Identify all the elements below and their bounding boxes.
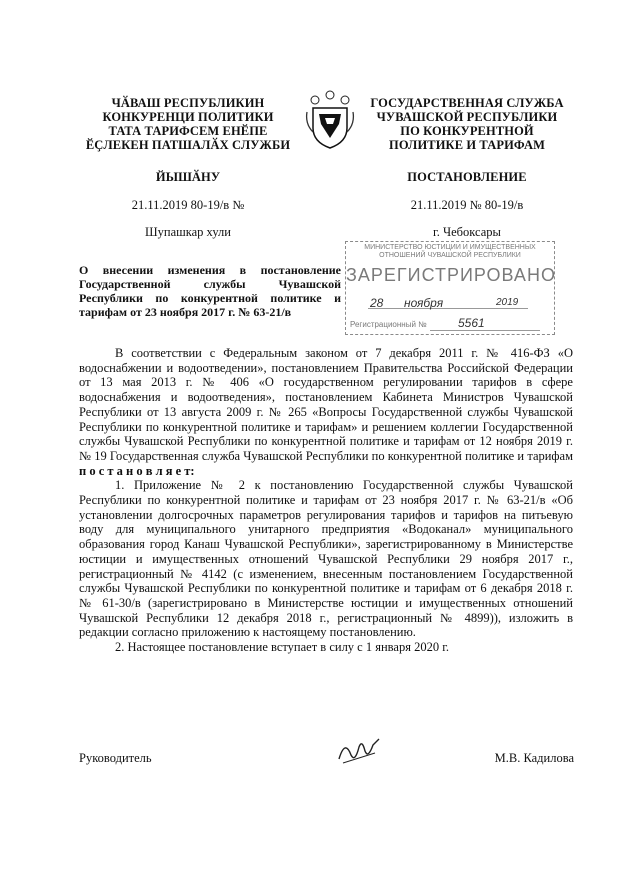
stamp-date-year: 2019 xyxy=(496,297,519,308)
header-left-line-1: ЧӐВАШ РЕСПУБЛИКИН xyxy=(111,96,265,110)
header-left-line-2: КОНКУРЕНЦИ ПОЛИТИКИ xyxy=(102,110,274,124)
stamp-registered: ЗАРЕГИСТРИРОВАНО xyxy=(346,265,556,285)
stamp-org: МИНИСТЕРСТВО ЮСТИЦИИ И ИМУЩЕСТВЕННЫХ ОТНОШЕНИЙ ЧУВАШСКОЙ РЕСПУБЛИКИ xyxy=(364,244,536,259)
stamp-reg-number: 5561 xyxy=(458,316,485,330)
signer-name: М.В. Кадилова xyxy=(494,751,574,765)
body-paragraph-1 xyxy=(79,346,573,478)
city-left: Шупашкар хули xyxy=(145,225,231,239)
document-title: О внесении изменения в постановление Государственной службы Чувашской Республики по конкурентной политике и тарифам от 23 ноября 2017 г. № 63-21/в xyxy=(79,263,341,319)
body-paragraph-3: 2. Настоящее постановление вступает в силу с 1 января 2020 г. xyxy=(115,640,450,655)
header-left-line-4: ӖҪЛЕКЕН ПАТШАЛӐХ СЛУЖБИ xyxy=(85,138,291,152)
doc-type-left: ЙЫШӐНУ xyxy=(155,170,221,184)
registration-stamp xyxy=(345,241,555,335)
stamp-date-day: 28 xyxy=(370,296,384,310)
header-right xyxy=(367,96,567,152)
stamp-reg-label: Регистрационный № xyxy=(350,320,427,329)
coat-of-arms-icon xyxy=(303,88,357,150)
signature-icon xyxy=(335,733,385,767)
header-right-line-3: ПО КОНКУРЕНТНОЙ xyxy=(400,124,534,138)
date-number-right: 21.11.2019 № 80-19/в xyxy=(410,198,524,212)
city-right: г. Чебоксары xyxy=(433,225,501,239)
signer-position: Руководитель xyxy=(79,751,152,765)
doc-type-right: ПОСТАНОВЛЕНИЕ xyxy=(407,170,527,184)
header-left xyxy=(83,96,293,152)
header-left-line-3: ТАТА ТАРИФСЕМ ЕНӖПЕ xyxy=(108,124,268,138)
date-number-left: 21.11.2019 80-19/в № xyxy=(131,198,245,212)
header-right-line-2: ЧУВАШСКОЙ РЕСПУБЛИКИ xyxy=(376,110,558,124)
header-right-line-1: ГОСУДАРСТВЕННАЯ СЛУЖБА xyxy=(370,96,564,110)
body-paragraph-1-decree: п о с т а н о в л я е т: xyxy=(79,463,195,478)
header-right-line-4: ПОЛИТИКЕ И ТАРИФАМ xyxy=(389,138,545,152)
body-paragraph-1-text: В соответствии с Федеральным законом от 7 декабря 2011 г. № 416-ФЗ «О водоснабжении и водоотведении», постановлением Правительства Российской Федерации от 13 мая 2013 г. № 406 «О государственном регулировании тарифов в сфере водоснабжения и водоотведения», постановлением Кабинета Министров Чувашской Республики от 13 августа 2009 г. № 265 «Вопросы Государственной службы Чувашской Республики по конкурентной политике и тарифам» и решением коллегии Государственной службы Чувашской Республики по конкурентной политике и тарифам от 12 ноября 2019 г. № 19 Государственная служба Чувашской Республики по конкурентной политике и тарифам xyxy=(79,346,573,463)
stamp-date-month: ноября xyxy=(404,296,444,310)
document-body xyxy=(79,346,573,655)
body-paragraph-2: 1. Приложение № 2 к постановлению Государственной службы Чувашской Республики по конкурентной политике и тарифам от 23 ноября 2017 г. № 63-21/в «Об установлении долгосрочных параметров регулирования тарифов и тарифов на питьевую воду для муниципального унитарного предприятия «Водоканал» муниципального образования город Канаш Чувашской Республики», зарегистрированному в Министерстве юстиции и имущественных отношений Чувашской Республики 29 ноября 2017 г., регистрационный № 4142 (с изменением, внесенным постановлением Государственной службы Чувашской Республики по конкурентной политике и тарифам от 6 декабря 2018 г. № 61-30/в (зарегистрировано в Министерстве юстиции и имущественных отношений Чувашской Республики 12 декабря 2018 г., регистрационный № 4899)), изложить в редакции согласно приложению к настоящему постановлению. xyxy=(79,478,573,640)
